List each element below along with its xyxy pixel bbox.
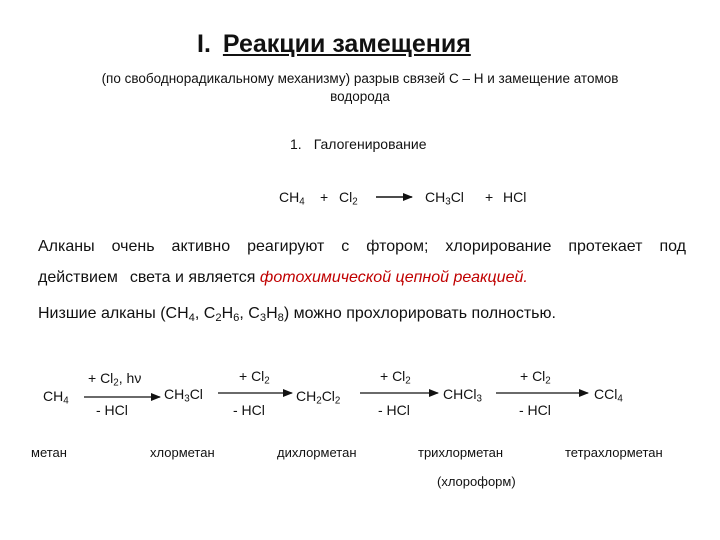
eq-reactant1: $CH_4$ [279, 189, 305, 208]
subtitle-line2: водорода [330, 89, 390, 104]
highlight-text: фотохимической цепной реакцией. [259, 269, 528, 286]
name-chloroform-note: (хлороформ) [437, 474, 516, 489]
step1-below: - HCl [96, 402, 128, 418]
step4-above: + $Cl_2$ [520, 368, 551, 387]
compound-ccl4: CCl$_4$ [594, 386, 623, 405]
step2-above: + $Cl_2$ [239, 368, 270, 387]
name-dichloromethane: дихлорметан [277, 445, 357, 460]
name-methane: метан [31, 445, 67, 460]
name-chloromethane: хлорметан [150, 445, 215, 460]
step2-below: - HCl [233, 402, 265, 418]
title-number: I. [197, 30, 211, 58]
step3-below: - HCl [378, 402, 410, 418]
compound-ch3cl: $CH_3Cl$ [164, 386, 203, 405]
name-tetrachloromethane: тетрахлорметан [565, 445, 663, 460]
paragraph-line3: Низшие алканы ($СН_4$, $С_2Н_6$, $С_3Н_8$) можно прохлорировать полностью. [38, 305, 556, 324]
subtitle-line1: (по свободнорадикальному механизму) разрыв связей С – Н и замещение атомов [101, 71, 619, 86]
title-text: Реакции замещения [222, 30, 471, 58]
section-number: 1. [290, 136, 302, 152]
section-title: Галогенирование [313, 136, 427, 152]
eq-plus1: + [320, 189, 329, 205]
step1-above: + $Cl_2$, hν [88, 370, 142, 389]
paragraph-line1: Алканы очень активно реагируют с фтором; хлорирование протекает под [38, 238, 686, 255]
step4-below: - HCl [519, 402, 551, 418]
eq-product1: $CH_3Cl$ [425, 189, 464, 208]
eq-plus2: + [485, 189, 494, 205]
step3-above: + $Cl_2$ [380, 368, 411, 387]
eq-reactant2: $Cl_2$ [339, 189, 358, 208]
compound-chcl3: CHCl$_3$ [443, 386, 482, 405]
compound-ch2cl2: $CH_2Cl_2$ [296, 388, 341, 407]
eq-product2: HCl [503, 189, 527, 205]
paragraph-line2: действием света и является фотохимической цепной реакцией. [38, 269, 528, 286]
name-trichloromethane: трихлорметан [418, 445, 504, 460]
compound-ch4: $CH_4$ [43, 388, 69, 407]
